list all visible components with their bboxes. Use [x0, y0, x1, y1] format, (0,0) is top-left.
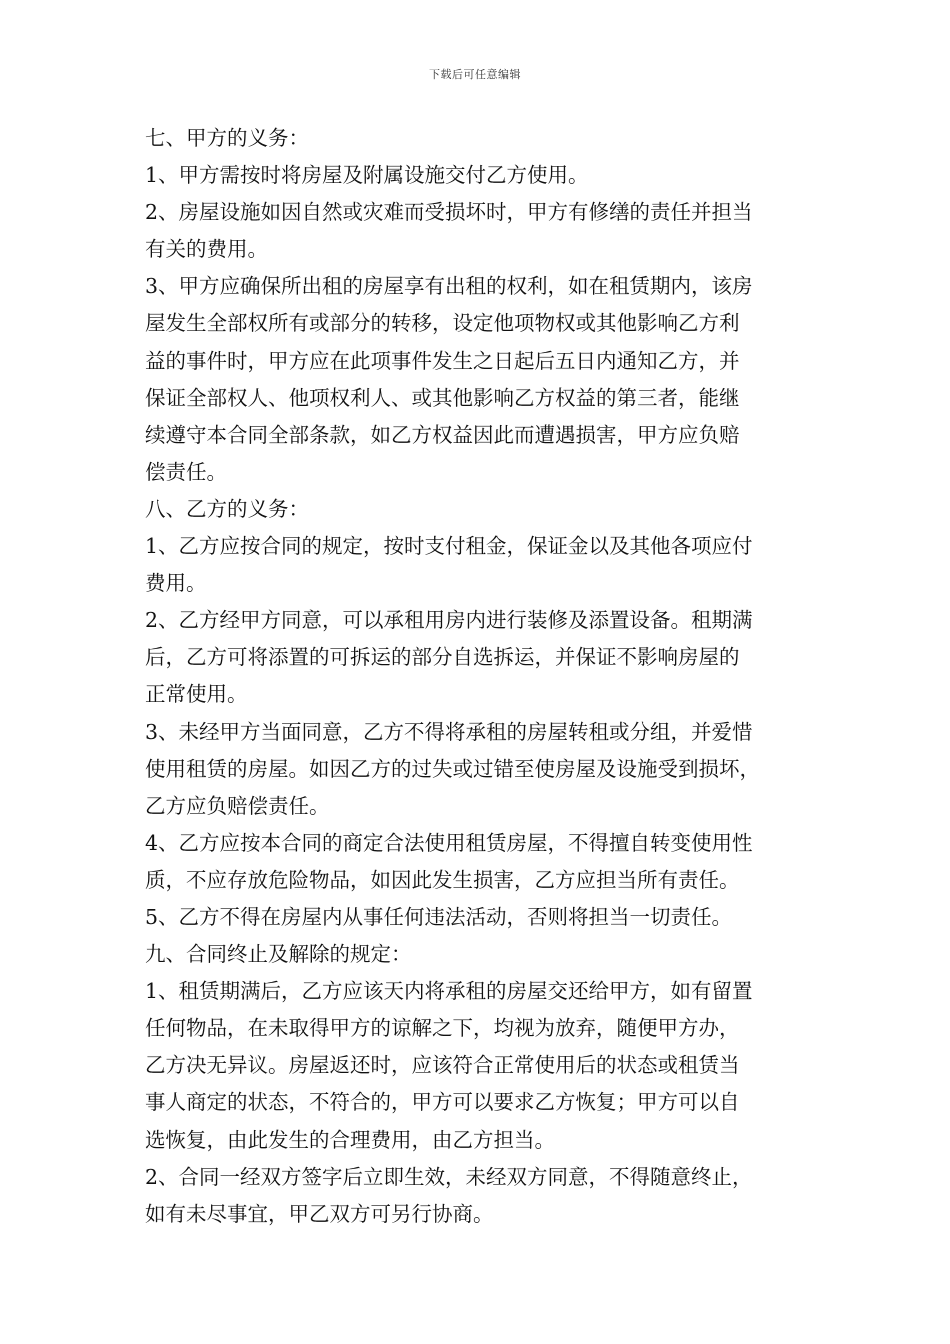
text-line: 2、合同一经双方签字后立即生效，未经双方同意，不得随意终止，: [145, 1164, 753, 1189]
text-line: 后，乙方可将添置的可拆运的部分自选拆运，并保证不影响房屋的: [145, 645, 740, 670]
text-line: 乙方决无异议。房屋返还时，应该符合正常使用后的状态或租赁当: [145, 1053, 740, 1078]
text-line: 选恢复，由此发生的合理费用，由乙方担当。: [145, 1127, 555, 1152]
text-line: 4、乙方应按本合同的商定合法使用租赁房屋，不得擅自转变使用性: [145, 830, 753, 855]
text-line: 2、房屋设施如因自然或灾难而受损坏时，甲方有修缮的责任并担当: [145, 200, 753, 225]
section-heading-9: 九、合同终止及解除的规定：: [145, 942, 412, 967]
text-line: 使用租赁的房屋。如因乙方的过失或过错至使房屋及设施受到损坏，: [145, 756, 760, 781]
text-line: 任何物品，在未取得甲方的谅解之下，均视为放弃，随便甲方办，: [145, 1016, 740, 1041]
text-line: 5、乙方不得在房屋内从事任何违法活动，否则将担当一切责任。: [145, 904, 733, 929]
text-line: 1、乙方应按合同的规定，按时支付租金，保证金以及其他各项应付: [145, 534, 753, 559]
text-line: 正常使用。: [145, 682, 248, 707]
text-line: 费用。: [145, 571, 207, 596]
text-line: 3、甲方应确保所出租的房屋享有出租的权利，如在租赁期内，该房: [145, 274, 753, 299]
text-line: 质，不应存放危险物品，如因此发生损害，乙方应担当所有责任。: [145, 867, 740, 892]
text-line: 有关的费用。: [145, 237, 268, 262]
section-heading-8: 八、乙方的义务：: [145, 496, 309, 521]
text-line: 如有未尽事宜，甲乙双方可另行协商。: [145, 1201, 494, 1226]
text-line: 3、未经甲方当面同意，乙方不得将承租的房屋转租或分组，并爱惜: [145, 719, 753, 744]
text-line: 1、租赁期满后，乙方应该天内将承租的房屋交还给甲方，如有留置: [145, 979, 753, 1004]
page-header: 下载后可任意编辑: [429, 68, 521, 81]
text-line: 1、甲方需按时将房屋及附属设施交付乙方使用。: [145, 163, 589, 188]
text-line: 偿责任。: [145, 459, 227, 484]
document-body: [145, 120, 810, 1233]
text-line: 2、乙方经甲方同意，可以承租用房内进行装修及添置设备。租期满: [145, 608, 753, 633]
text-line: 益的事件时，甲方应在此项事件发生之日起后五日内通知乙方，并: [145, 348, 740, 373]
text-line: 续遵守本合同全部条款，如乙方权益因此而遭遇损害，甲方应负赔: [145, 422, 740, 447]
text-line: 保证全部权人、他项权利人、或其他影响乙方权益的第三者，能继: [145, 385, 740, 410]
text-line: 屋发生全部权所有或部分的转移，设定他项物权或其他影响乙方利: [145, 311, 740, 336]
text-line: 乙方应负赔偿责任。: [145, 793, 330, 818]
section-heading-7: 七、甲方的义务：: [145, 126, 309, 150]
text-line: 事人商定的状态，不符合的，甲方可以要求乙方恢复；甲方可以自: [145, 1090, 740, 1115]
